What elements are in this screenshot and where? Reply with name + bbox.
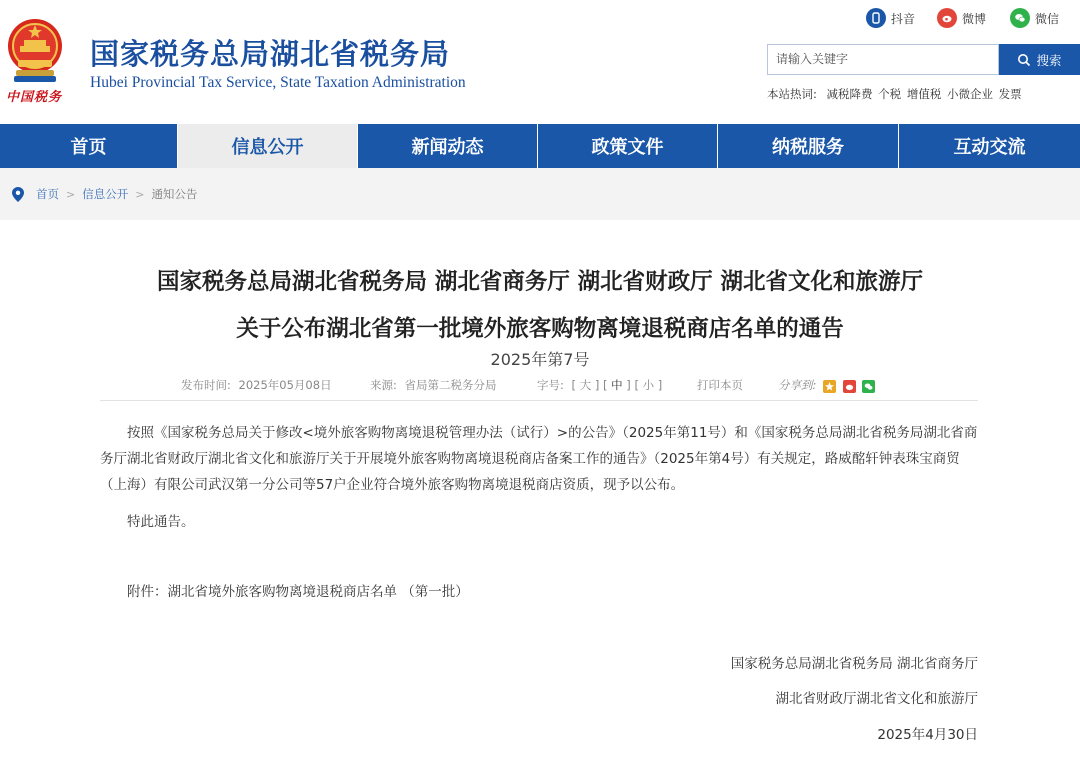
- nav-item-tax-service[interactable]: 纳税服务: [718, 124, 899, 168]
- issuer-line2: 湖北省财政厅湖北省文化和旅游厅: [775, 691, 978, 707]
- main-nav: [0, 124, 1080, 168]
- douyin-link[interactable]: [866, 8, 915, 28]
- publish-time-value: 2025年05月08日: [238, 378, 332, 392]
- font-size-medium[interactable]: 中: [611, 378, 623, 392]
- site-title[interactable]: 国家税务总局湖北省税务局: [90, 37, 451, 71]
- chevron-right-icon: >: [135, 187, 145, 201]
- source-value: 省局第二税务分局: [404, 378, 497, 392]
- breadcrumb-home[interactable]: 首页: [36, 187, 59, 201]
- site-title-en: Hubei Provincial Tax Service, State Taxation Administration: [90, 74, 466, 91]
- nav-item-info-disclosure[interactable]: 信息公开: [178, 124, 358, 168]
- article-panel: [0, 220, 1080, 782]
- search-button-label: 搜索: [1036, 52, 1062, 68]
- article-body: 按照《国家税务总局关于修改<境外旅客购物离境退税管理办法（试行）>的公告》（2025年第11号）和《国家税务总局湖北省税务局湖北省商务厅湖北省财政厅湖北省文化和旅游厅关于开展境外旅客购物离境退税商店备案工作的通告》（2025年第4号）有关规定，路威酩轩钟表珠宝商贸（上海）有限公司武汉第一分公司等57户企业符合境外旅客购物离境退税商店资质，现予以公布。: [100, 425, 978, 493]
- location-pin-icon: [12, 187, 24, 202]
- wechat-label: 微信: [1035, 11, 1060, 26]
- national-emblem-icon: [6, 16, 64, 86]
- title-divider: [100, 400, 978, 401]
- search-icon: [1017, 53, 1031, 67]
- article-title-line1: 国家税务总局湖北省税务局 湖北省商务厅 湖北省财政厅 湖北省文化和旅游厅: [156, 269, 923, 295]
- hot-word[interactable]: 发票: [998, 87, 1022, 101]
- weibo-link[interactable]: [937, 8, 986, 28]
- search-input[interactable]: 请输入关键字: [767, 44, 999, 75]
- hot-word[interactable]: 小微企业: [947, 87, 993, 101]
- search-button[interactable]: [999, 44, 1080, 75]
- article-closing: 特此通告。: [127, 514, 195, 530]
- weibo-label: 微博: [962, 11, 987, 26]
- font-size-label: 字号:: [537, 378, 564, 392]
- document-number: 2025年第7号: [490, 350, 590, 369]
- article-title-line2: 关于公布湖北省第一批境外旅客购物离境退税商店名单的通告: [236, 316, 844, 342]
- font-size-control: 字号: [ 大 ] [ 中 ] [ 小 ]: [537, 378, 663, 392]
- weibo-share-icon[interactable]: [843, 380, 856, 393]
- issue-date: 2025年4月30日: [877, 727, 978, 743]
- print-button[interactable]: 打印本页: [697, 378, 743, 392]
- hot-words-label: 本站热词:: [767, 87, 817, 101]
- share-label: 分享到:: [778, 378, 817, 392]
- nav-item-news[interactable]: 新闻动态: [358, 124, 538, 168]
- font-size-large[interactable]: 大: [579, 378, 592, 392]
- weibo-icon: [937, 8, 957, 28]
- wechat-link[interactable]: [1010, 8, 1059, 28]
- douyin-label: 抖音: [891, 11, 916, 26]
- wechat-icon: [1010, 8, 1030, 28]
- seal-text: 中国税务: [6, 90, 63, 105]
- breadcrumb-info-disclosure[interactable]: 信息公开: [82, 187, 129, 201]
- nav-item-policy[interactable]: 政策文件: [538, 124, 718, 168]
- nav-item-home[interactable]: 首页: [0, 124, 178, 168]
- qzone-share-icon[interactable]: [823, 380, 836, 393]
- breadcrumb-current: 通知公告: [151, 187, 198, 201]
- chevron-right-icon: >: [66, 187, 76, 201]
- attachment-link[interactable]: 附件：湖北省境外旅客购物离境退税商店名单 （第一批）: [127, 584, 469, 600]
- source-label: 来源:: [370, 378, 397, 392]
- wechat-share-icon[interactable]: [862, 380, 875, 393]
- share-bar: [778, 377, 875, 393]
- hot-word[interactable]: 增值税: [906, 87, 942, 101]
- site-header: [0, 0, 1080, 124]
- issuer-line1: 国家税务总局湖北省税务局 湖北省商务厅: [730, 656, 978, 672]
- article-source: [370, 377, 497, 393]
- breadcrumb-bar: [0, 168, 1080, 220]
- publish-time: [181, 377, 332, 393]
- nav-item-interaction[interactable]: 互动交流: [953, 137, 1026, 158]
- font-size-small[interactable]: 小: [642, 378, 655, 392]
- breadcrumb: [12, 186, 197, 202]
- hot-words: [767, 86, 1024, 102]
- douyin-icon: [866, 8, 886, 28]
- publish-time-label: 发布时间:: [181, 378, 231, 392]
- hot-word[interactable]: 个税: [878, 87, 902, 101]
- hot-word[interactable]: 减税降费: [826, 87, 873, 101]
